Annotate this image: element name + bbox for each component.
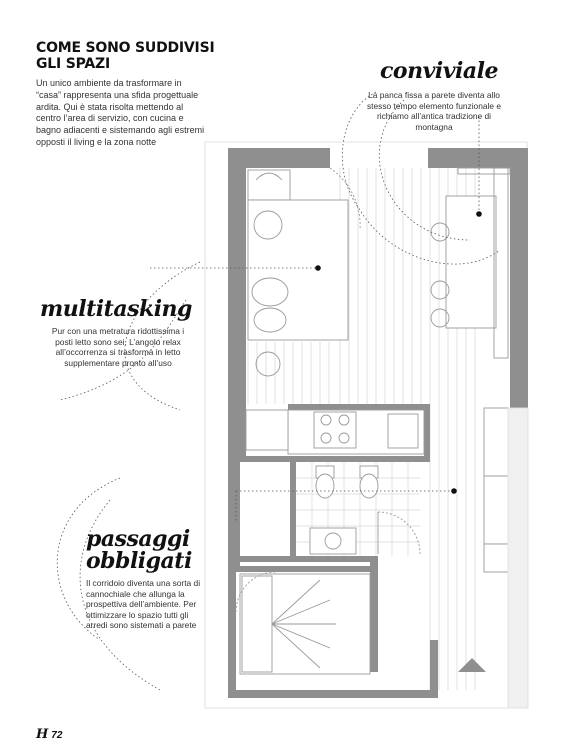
callout-keyword-passaggi: passaggi obbligati: [86, 526, 192, 574]
callout-dot-passaggi: [451, 488, 457, 494]
wardrobes: [484, 408, 528, 708]
callout-dot-multitasking: [315, 265, 321, 271]
callout-keyword-conviviale: conviviale: [380, 58, 498, 84]
callout-text-conviviale: La panca fissa a parete diventa allo stesso tempo elemento funzionale e richiamo all’antica tradizione di montagna: [366, 90, 502, 132]
callout-dot-conviviale: [476, 211, 482, 217]
callout-text-passaggi: Il corridoio diventa una sorta di cannochiale che allunga la prospettiva dell’ambiente. Per ottimizzare lo spazio tutti gli arredi sono sistemati a parete: [86, 578, 201, 631]
living-furniture: [248, 168, 510, 376]
page-footer: [36, 727, 62, 742]
kitchen: [246, 410, 424, 454]
intro-paragraph: Un unico ambiente da trasformare in “casa” rappresenta una sfida progettuale ardita. Qui è stata risolta mettendo al centro l’area di servizio, con cucina e bagno adiacenti e sistemando agli estremi opposti il living e la zona notte: [36, 78, 205, 147]
callout-text-multitasking: Pur con una metratura ridottissima i posti letto sono sei. L’angolo relax all’occorrenza si trasforma in letto supplementare pronto all’uso: [51, 326, 185, 368]
entrance-arrow-icon: [458, 658, 486, 672]
bedroom: [236, 572, 370, 674]
callout-keyword-multitasking: multitasking: [40, 296, 192, 322]
page-title: COME SONO SUDDIVISI GLI SPAZI: [36, 40, 215, 72]
magazine-logo: H: [36, 727, 49, 742]
page-number: 72: [51, 730, 63, 741]
